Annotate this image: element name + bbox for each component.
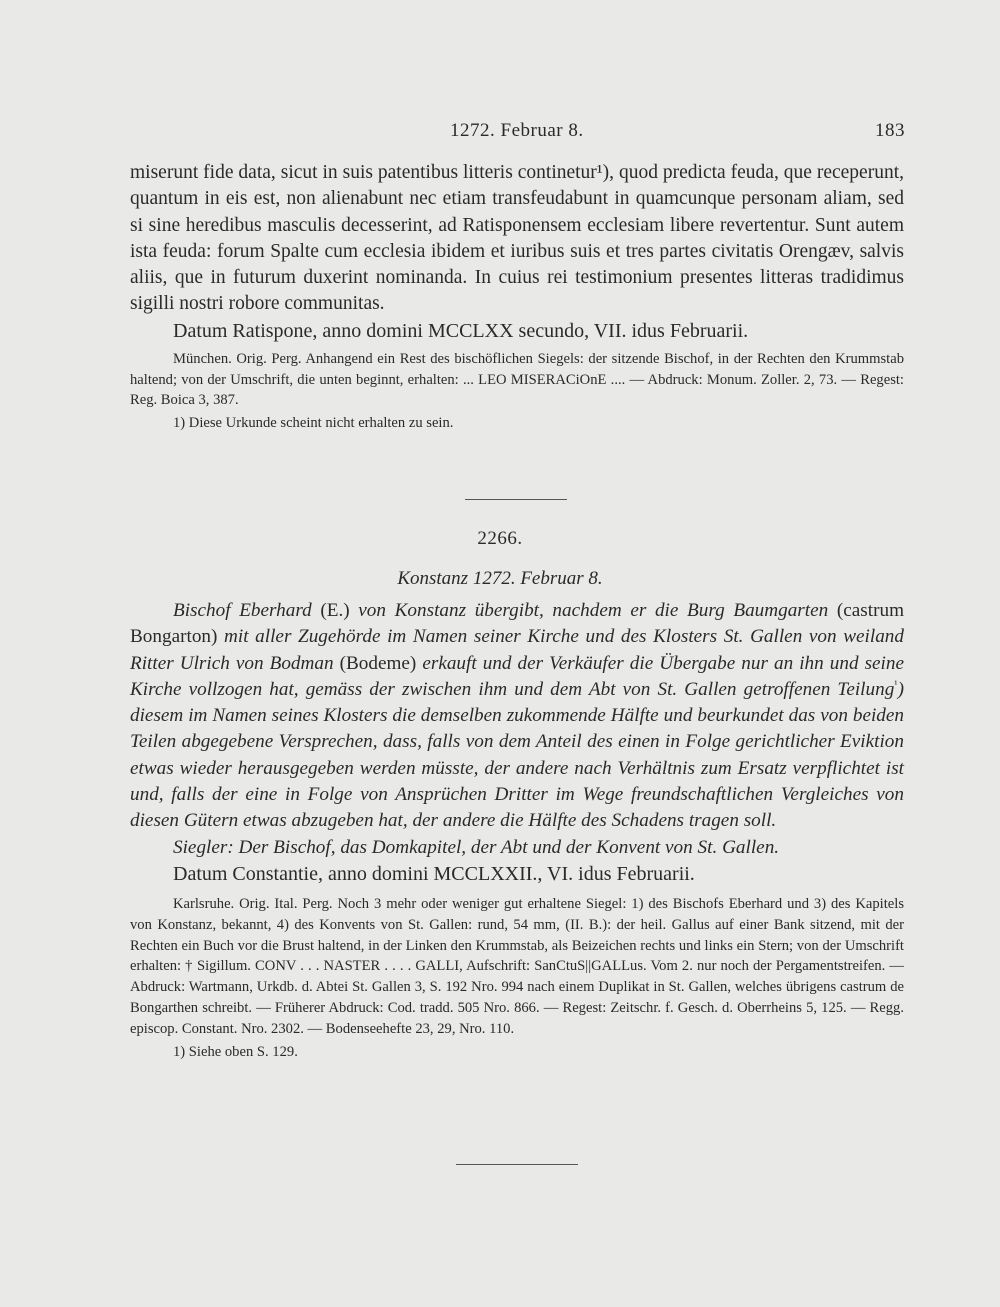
- summary-segment: Bischof Eberhard: [173, 600, 321, 621]
- section-divider: [465, 499, 567, 500]
- running-header: [130, 120, 905, 146]
- footnote: 1) Diese Urkunde scheint nicht erhalten zu sein.: [173, 415, 454, 432]
- footnote: 1) Siehe oben S. 129.: [173, 1043, 298, 1060]
- regest-summary: [130, 598, 904, 835]
- summary-segment: erkauft und der Verkäufer die Übergabe nur an ihn und seine Kirche vollzogen hat, gemäss der zwischen ihm und dem Abt von St. Gallen getroffenen Teilung: [130, 652, 904, 700]
- summary-segment: mit aller Zugehörde im Namen seiner Kirche und des Klosters St. Gallen von weiland Ritter Ulrich von Bodman: [130, 626, 904, 674]
- datum-line: Datum Ratispone, anno domini MCCLXX secundo, VII. idus Februarii.: [173, 319, 749, 342]
- document-number: 2266.: [477, 528, 523, 549]
- document-2: [130, 598, 904, 1062]
- place-date-heading: Konstanz 1272. Februar 8.: [397, 568, 603, 589]
- summary-segment: ¹: [894, 678, 898, 691]
- header-date: 1272. Februar 8.: [450, 120, 584, 141]
- document-1: [130, 160, 904, 434]
- siegler-line: Siegler: Der Bischof, das Domkapitel, der Abt und der Konvent von St. Gallen.: [173, 836, 780, 858]
- summary-segment: (Bodeme): [339, 652, 423, 674]
- summary-segment: von Konstanz übergibt, nachdem er die Burg Baumgarten: [358, 600, 837, 621]
- section-divider: [456, 1164, 578, 1165]
- archival-note: München. Orig. Perg. Anhangend ein Rest des bischöflichen Siegels: der sitzende Bischof, in der Rechten den Krummstab haltend; von der Umschrift, die unten beginnt, erhalten: ... LEO MISERACiOnE .... — Abdruck: Monum. Zoller. 2, 73. — Regest: Reg. Boica 3, 387.: [130, 350, 904, 409]
- summary-segment: ) diesem im Namen seines Klosters die demselben zukommende Hälfte und beurkundet das von beiden Teilen abgegebene Versprechen, dass, falls von dem Anteil des einen in Folge gerichtlicher Eviktion etwas wieder herausgegeben werden müsste, der andere nach Verhältnis zum Ersatz verpflichtet ist und, falls der eine in Folge von Ansprüchen Dritter im Wege freundschaftlichen Vergleiches von diesen Gütern etwas abzugeben hat, der andere die Hälfte des Schadens tragen soll.: [130, 678, 904, 832]
- page-number: 183: [875, 120, 905, 141]
- summary-segment: (E.): [320, 600, 359, 621]
- charter-text-continuation: miserunt fide data, sicut in suis patentibus litteris continetur¹), quod predicta feuda, que receperunt, quantum in eis est, non alienabunt nec etiam transfeudabunt in quamcunque personam aliam, sed si sine heredibus masculis decesserint, ad Ratisponensem ecclesiam libere revertentur. Sunt autem ista feuda: forum Spalte cum ecclesia ibidem et iuribus suis et tres partes civitatis Orengæv, salvis aliis, que in futurum duxerint nominanda. In cuius rei testimonium presentes litteras tradidimus sigilli nostri robore communitas.: [130, 162, 904, 315]
- summary-segment: (castrum Bongarton): [130, 600, 904, 648]
- datum-line: Datum Constantie, anno domini MCCLXXII., VI. idus Februarii.: [173, 862, 695, 885]
- archival-note: Karlsruhe. Orig. Ital. Perg. Noch 3 mehr oder weniger gut erhaltene Siegel: 1) des Bischofs Eberhard und 3) des Kapitels von Konstanz, bekannt, 4) des Konvents von St. Gallen: rund, 54 mm, (II. B.): der heil. Gallus auf einer Bank sitzend, mit der Rechten ein Buch vor die Brust haltend, in der Linken den Krummstab, als Beizeichen rechts und links ein Stern; von der Umschrift erhalten: † Sigillum. CONV . . . NASTER . . . . GALLI, Aufschrift: SanCtuS||GALLus. Vom 2. nur noch der Pergamentstreifen. — Abdruck: Wartmann, Urkdb. d. Abtei St. Gallen 3, S. 192 Nro. 994 nach einem Duplikat in St. Gallen, welches übrigens castrum de Bongarthen schreibt. — Früherer Abdruck: Cod. tradd. 505 Nro. 866. — Regest: Zeitschr. f. Gesch. d. Oberrheins 5, 125. — Regg. episcop. Constant. Nro. 2302. — Bodenseehefte 23, 29, Nro. 110.: [130, 895, 904, 1037]
